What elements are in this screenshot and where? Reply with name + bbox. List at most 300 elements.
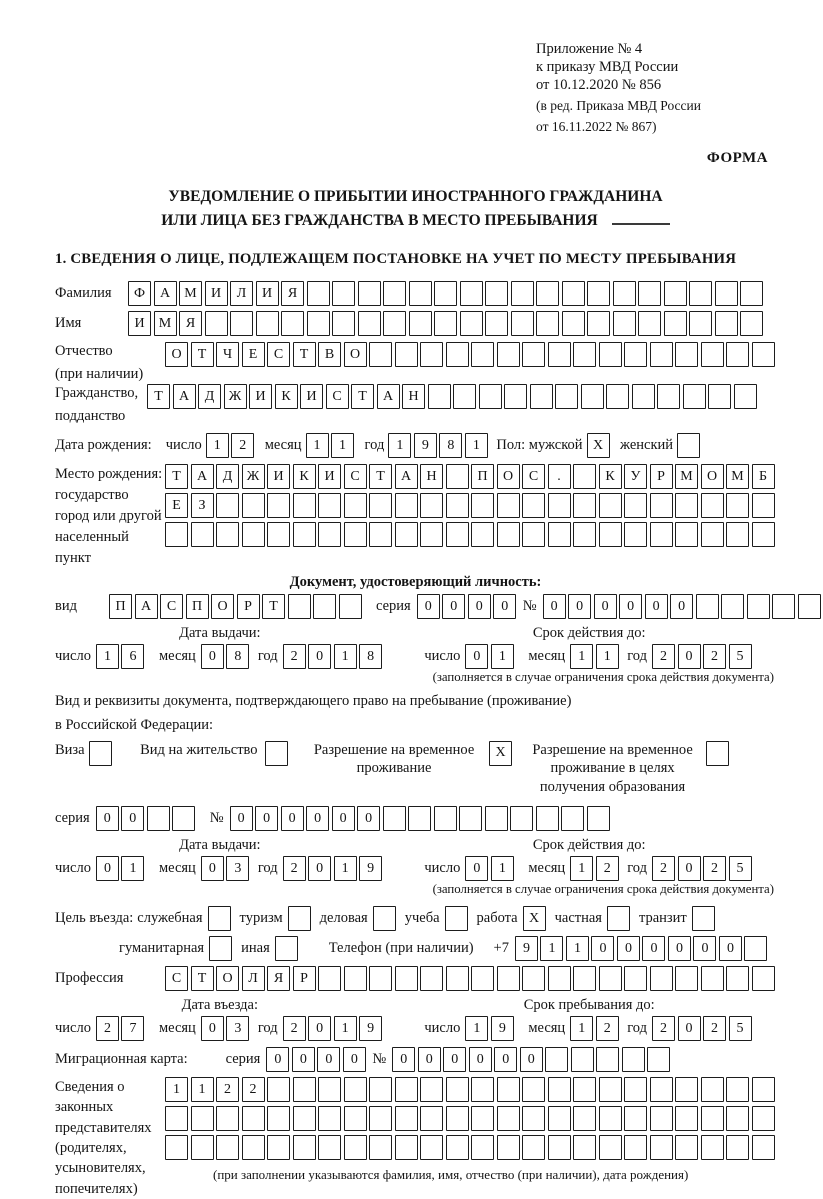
char-box[interactable]	[561, 806, 584, 831]
char-box[interactable]: И	[300, 384, 323, 409]
char-box[interactable]: У	[624, 464, 647, 489]
char-box[interactable]: 0	[693, 936, 716, 961]
purpose-tourism-checkbox[interactable]	[288, 906, 311, 931]
char-box[interactable]: 1	[96, 644, 119, 669]
char-box[interactable]: 1	[334, 644, 357, 669]
char-box[interactable]	[599, 493, 622, 518]
char-box[interactable]	[267, 493, 290, 518]
char-box[interactable]	[571, 1047, 594, 1072]
char-box[interactable]: 1	[540, 936, 563, 961]
char-box[interactable]: 2	[652, 1016, 675, 1041]
char-box[interactable]	[650, 1135, 673, 1160]
char-box[interactable]: А	[377, 384, 400, 409]
char-box[interactable]	[344, 1077, 367, 1102]
char-box[interactable]: 0	[494, 1047, 517, 1072]
char-box[interactable]: 2	[96, 1016, 119, 1041]
char-box[interactable]: К	[599, 464, 622, 489]
char-box[interactable]	[339, 594, 362, 619]
char-box[interactable]: Ж	[224, 384, 247, 409]
char-box[interactable]	[288, 594, 311, 619]
char-box[interactable]: 0	[465, 856, 488, 881]
char-box[interactable]	[522, 1106, 545, 1131]
temp-residence-checkbox[interactable]: X	[489, 741, 512, 766]
char-box[interactable]: 0	[442, 594, 465, 619]
char-box[interactable]: 0	[642, 936, 665, 961]
char-box[interactable]	[497, 493, 520, 518]
char-box[interactable]: И	[318, 464, 341, 489]
char-box[interactable]	[344, 1135, 367, 1160]
char-box[interactable]: 0	[292, 1047, 315, 1072]
char-box[interactable]	[446, 522, 469, 547]
char-box[interactable]	[675, 493, 698, 518]
char-box[interactable]: 2	[283, 856, 306, 881]
char-box[interactable]	[573, 493, 596, 518]
char-box[interactable]	[726, 1135, 749, 1160]
char-box[interactable]	[511, 281, 534, 306]
char-box[interactable]: 2	[703, 644, 726, 669]
char-box[interactable]: 8	[359, 644, 382, 669]
char-box[interactable]	[395, 1135, 418, 1160]
char-box[interactable]	[485, 281, 508, 306]
char-box[interactable]	[548, 966, 571, 991]
char-box[interactable]	[650, 342, 673, 367]
char-box[interactable]: И	[205, 281, 228, 306]
char-box[interactable]	[318, 1077, 341, 1102]
char-box[interactable]	[624, 1135, 647, 1160]
char-box[interactable]: 5	[729, 644, 752, 669]
char-box[interactable]	[358, 281, 381, 306]
char-box[interactable]	[497, 1106, 520, 1131]
char-box[interactable]: 0	[96, 856, 119, 881]
char-box[interactable]: 1	[491, 644, 514, 669]
char-box[interactable]	[624, 966, 647, 991]
char-box[interactable]: 1	[306, 433, 329, 458]
char-box[interactable]	[638, 311, 661, 336]
char-box[interactable]	[446, 464, 469, 489]
char-box[interactable]	[281, 311, 304, 336]
char-box[interactable]: И	[267, 464, 290, 489]
char-box[interactable]: 1	[191, 1077, 214, 1102]
char-box[interactable]	[446, 966, 469, 991]
char-box[interactable]: 2	[652, 856, 675, 881]
char-box[interactable]	[216, 493, 239, 518]
char-box[interactable]: 0	[417, 594, 440, 619]
char-box[interactable]: А	[191, 464, 214, 489]
char-box[interactable]	[344, 966, 367, 991]
char-box[interactable]	[497, 522, 520, 547]
char-box[interactable]: 1	[206, 433, 229, 458]
char-box[interactable]	[147, 806, 170, 831]
char-box[interactable]: З	[191, 493, 214, 518]
char-box[interactable]: 0	[418, 1047, 441, 1072]
char-box[interactable]: И	[249, 384, 272, 409]
char-box[interactable]	[701, 493, 724, 518]
char-box[interactable]	[165, 1106, 188, 1131]
char-box[interactable]	[573, 342, 596, 367]
char-box[interactable]	[726, 1077, 749, 1102]
char-box[interactable]: Л	[242, 966, 265, 991]
char-box[interactable]: М	[726, 464, 749, 489]
char-box[interactable]: 0	[317, 1047, 340, 1072]
char-box[interactable]: 0	[201, 1016, 224, 1041]
char-box[interactable]	[740, 311, 763, 336]
char-box[interactable]: Н	[420, 464, 443, 489]
char-box[interactable]	[358, 311, 381, 336]
char-box[interactable]	[536, 311, 559, 336]
char-box[interactable]: 1	[570, 856, 593, 881]
char-box[interactable]	[165, 522, 188, 547]
purpose-work-checkbox[interactable]: X	[523, 906, 546, 931]
char-box[interactable]: О	[211, 594, 234, 619]
char-box[interactable]	[267, 1106, 290, 1131]
char-box[interactable]: 0	[719, 936, 742, 961]
char-box[interactable]: 5	[729, 856, 752, 881]
char-box[interactable]	[420, 1135, 443, 1160]
char-box[interactable]: 1	[331, 433, 354, 458]
char-box[interactable]: М	[675, 464, 698, 489]
char-box[interactable]	[599, 1077, 622, 1102]
char-box[interactable]	[369, 1077, 392, 1102]
char-box[interactable]	[293, 522, 316, 547]
char-box[interactable]	[446, 1106, 469, 1131]
char-box[interactable]	[497, 342, 520, 367]
char-box[interactable]	[522, 522, 545, 547]
char-box[interactable]	[650, 522, 673, 547]
char-box[interactable]	[772, 594, 795, 619]
char-box[interactable]	[216, 1135, 239, 1160]
char-box[interactable]	[734, 384, 757, 409]
char-box[interactable]	[267, 1135, 290, 1160]
char-box[interactable]	[562, 281, 585, 306]
char-box[interactable]	[650, 966, 673, 991]
char-box[interactable]: 0	[308, 1016, 331, 1041]
char-box[interactable]	[701, 1135, 724, 1160]
char-box[interactable]: К	[275, 384, 298, 409]
char-box[interactable]	[318, 522, 341, 547]
char-box[interactable]	[624, 1106, 647, 1131]
char-box[interactable]: С	[165, 966, 188, 991]
char-box[interactable]: 2	[231, 433, 254, 458]
char-box[interactable]	[683, 384, 706, 409]
char-box[interactable]	[369, 1135, 392, 1160]
char-box[interactable]: 0	[201, 856, 224, 881]
char-box[interactable]	[632, 384, 655, 409]
char-box[interactable]: 8	[226, 644, 249, 669]
char-box[interactable]	[420, 966, 443, 991]
char-box[interactable]	[689, 311, 712, 336]
char-box[interactable]: 8	[439, 433, 462, 458]
char-box[interactable]	[471, 493, 494, 518]
char-box[interactable]	[587, 806, 610, 831]
char-box[interactable]: С	[326, 384, 349, 409]
char-box[interactable]	[599, 342, 622, 367]
residence-permit-checkbox[interactable]	[265, 741, 288, 766]
char-box[interactable]: О	[216, 966, 239, 991]
char-box[interactable]: С	[267, 342, 290, 367]
char-box[interactable]	[701, 342, 724, 367]
char-box[interactable]: 1	[596, 644, 619, 669]
char-box[interactable]	[383, 806, 406, 831]
char-box[interactable]: Д	[198, 384, 221, 409]
char-box[interactable]: 1	[465, 1016, 488, 1041]
char-box[interactable]: Е	[242, 342, 265, 367]
char-box[interactable]	[383, 311, 406, 336]
char-box[interactable]	[657, 384, 680, 409]
char-box[interactable]	[369, 966, 392, 991]
char-box[interactable]	[313, 594, 336, 619]
char-box[interactable]	[675, 522, 698, 547]
purpose-humanitarian-checkbox[interactable]	[209, 936, 232, 961]
char-box[interactable]	[242, 1135, 265, 1160]
char-box[interactable]	[726, 1106, 749, 1131]
char-box[interactable]	[726, 522, 749, 547]
char-box[interactable]: 9	[359, 856, 382, 881]
purpose-other-checkbox[interactable]	[275, 936, 298, 961]
char-box[interactable]: 2	[652, 644, 675, 669]
char-box[interactable]: 0	[281, 806, 304, 831]
char-box[interactable]	[715, 281, 738, 306]
char-box[interactable]	[497, 1077, 520, 1102]
char-box[interactable]	[798, 594, 821, 619]
char-box[interactable]	[446, 1135, 469, 1160]
char-box[interactable]	[726, 966, 749, 991]
char-box[interactable]: 0	[520, 1047, 543, 1072]
char-box[interactable]: 0	[255, 806, 278, 831]
char-box[interactable]	[242, 493, 265, 518]
char-box[interactable]	[752, 1106, 775, 1131]
char-box[interactable]	[721, 594, 744, 619]
char-box[interactable]	[573, 464, 596, 489]
char-box[interactable]: М	[179, 281, 202, 306]
char-box[interactable]: Р	[293, 966, 316, 991]
char-box[interactable]: Я	[267, 966, 290, 991]
char-box[interactable]: 9	[359, 1016, 382, 1041]
char-box[interactable]	[409, 311, 432, 336]
char-box[interactable]	[675, 1106, 698, 1131]
char-box[interactable]: 1	[334, 1016, 357, 1041]
char-box[interactable]	[395, 1077, 418, 1102]
char-box[interactable]: О	[165, 342, 188, 367]
char-box[interactable]: 0	[670, 594, 693, 619]
purpose-official-checkbox[interactable]	[208, 906, 231, 931]
char-box[interactable]: 0	[493, 594, 516, 619]
char-box[interactable]: 2	[596, 856, 619, 881]
char-box[interactable]: 0	[357, 806, 380, 831]
char-box[interactable]	[369, 493, 392, 518]
char-box[interactable]	[479, 384, 502, 409]
char-box[interactable]	[434, 806, 457, 831]
char-box[interactable]	[510, 806, 533, 831]
char-box[interactable]	[318, 1135, 341, 1160]
char-box[interactable]	[715, 311, 738, 336]
temp-residence-education-checkbox[interactable]	[706, 741, 729, 766]
char-box[interactable]: .	[548, 464, 571, 489]
char-box[interactable]	[420, 342, 443, 367]
char-box[interactable]: С	[344, 464, 367, 489]
char-box[interactable]: И	[256, 281, 279, 306]
char-box[interactable]: 0	[594, 594, 617, 619]
char-box[interactable]: 0	[343, 1047, 366, 1072]
char-box[interactable]	[369, 1106, 392, 1131]
char-box[interactable]	[522, 1135, 545, 1160]
char-box[interactable]	[191, 1135, 214, 1160]
char-box[interactable]	[267, 522, 290, 547]
char-box[interactable]	[344, 493, 367, 518]
char-box[interactable]	[587, 281, 610, 306]
char-box[interactable]	[599, 1106, 622, 1131]
char-box[interactable]: П	[109, 594, 132, 619]
char-box[interactable]	[395, 493, 418, 518]
char-box[interactable]	[696, 594, 719, 619]
char-box[interactable]	[613, 281, 636, 306]
char-box[interactable]	[548, 522, 571, 547]
char-box[interactable]: 9	[414, 433, 437, 458]
char-box[interactable]	[573, 1135, 596, 1160]
char-box[interactable]: 0	[308, 856, 331, 881]
char-box[interactable]: 0	[230, 806, 253, 831]
char-box[interactable]	[726, 342, 749, 367]
char-box[interactable]: Р	[650, 464, 673, 489]
char-box[interactable]	[522, 493, 545, 518]
char-box[interactable]: 0	[465, 644, 488, 669]
char-box[interactable]	[624, 342, 647, 367]
char-box[interactable]: 9	[491, 1016, 514, 1041]
char-box[interactable]	[752, 522, 775, 547]
char-box[interactable]	[318, 966, 341, 991]
char-box[interactable]	[453, 384, 476, 409]
sex-male-checkbox[interactable]: X	[587, 433, 610, 458]
char-box[interactable]	[504, 384, 527, 409]
char-box[interactable]: 0	[678, 856, 701, 881]
char-box[interactable]	[587, 311, 610, 336]
char-box[interactable]: 1	[570, 644, 593, 669]
char-box[interactable]	[606, 384, 629, 409]
sex-female-checkbox[interactable]	[677, 433, 700, 458]
char-box[interactable]	[548, 1135, 571, 1160]
char-box[interactable]	[369, 522, 392, 547]
char-box[interactable]	[420, 1077, 443, 1102]
char-box[interactable]	[307, 281, 330, 306]
char-box[interactable]: Т	[191, 966, 214, 991]
char-box[interactable]: Е	[165, 493, 188, 518]
char-box[interactable]	[548, 1077, 571, 1102]
char-box[interactable]: С	[160, 594, 183, 619]
char-box[interactable]: О	[497, 464, 520, 489]
char-box[interactable]: Т	[165, 464, 188, 489]
char-box[interactable]	[573, 1077, 596, 1102]
char-box[interactable]	[675, 1077, 698, 1102]
char-box[interactable]	[701, 522, 724, 547]
char-box[interactable]	[562, 311, 585, 336]
char-box[interactable]	[511, 311, 534, 336]
char-box[interactable]: Ж	[242, 464, 265, 489]
char-box[interactable]	[471, 1077, 494, 1102]
char-box[interactable]	[573, 522, 596, 547]
char-box[interactable]: 0	[668, 936, 691, 961]
char-box[interactable]	[459, 806, 482, 831]
char-box[interactable]	[420, 522, 443, 547]
char-box[interactable]: Н	[402, 384, 425, 409]
char-box[interactable]	[613, 311, 636, 336]
char-box[interactable]: 2	[216, 1077, 239, 1102]
char-box[interactable]	[395, 522, 418, 547]
char-box[interactable]	[172, 806, 195, 831]
char-box[interactable]	[522, 1077, 545, 1102]
char-box[interactable]	[191, 1106, 214, 1131]
char-box[interactable]	[752, 342, 775, 367]
char-box[interactable]	[548, 1106, 571, 1131]
char-box[interactable]	[369, 342, 392, 367]
char-box[interactable]	[395, 966, 418, 991]
char-box[interactable]	[446, 1077, 469, 1102]
purpose-transit-checkbox[interactable]	[692, 906, 715, 931]
char-box[interactable]	[747, 594, 770, 619]
char-box[interactable]	[675, 342, 698, 367]
char-box[interactable]	[485, 311, 508, 336]
char-box[interactable]: Я	[179, 311, 202, 336]
char-box[interactable]	[434, 311, 457, 336]
char-box[interactable]: Ч	[216, 342, 239, 367]
char-box[interactable]: Т	[351, 384, 374, 409]
char-box[interactable]	[332, 281, 355, 306]
char-box[interactable]	[471, 522, 494, 547]
char-box[interactable]	[497, 1135, 520, 1160]
char-box[interactable]	[548, 493, 571, 518]
char-box[interactable]: 0	[469, 1047, 492, 1072]
char-box[interactable]: Т	[293, 342, 316, 367]
char-box[interactable]: П	[471, 464, 494, 489]
char-box[interactable]	[650, 493, 673, 518]
char-box[interactable]: 0	[443, 1047, 466, 1072]
char-box[interactable]	[446, 342, 469, 367]
purpose-study-checkbox[interactable]	[445, 906, 468, 931]
char-box[interactable]	[344, 522, 367, 547]
char-box[interactable]	[536, 806, 559, 831]
char-box[interactable]	[408, 806, 431, 831]
char-box[interactable]	[460, 311, 483, 336]
char-box[interactable]: А	[135, 594, 158, 619]
char-box[interactable]: П	[186, 594, 209, 619]
char-box[interactable]: 0	[568, 594, 591, 619]
char-box[interactable]	[216, 1106, 239, 1131]
char-box[interactable]	[191, 522, 214, 547]
char-box[interactable]	[267, 1077, 290, 1102]
char-box[interactable]: 0	[266, 1047, 289, 1072]
char-box[interactable]: 1	[491, 856, 514, 881]
char-box[interactable]: С	[522, 464, 545, 489]
char-box[interactable]	[242, 522, 265, 547]
char-box[interactable]: 2	[703, 856, 726, 881]
char-box[interactable]	[165, 1135, 188, 1160]
char-box[interactable]	[205, 311, 228, 336]
char-box[interactable]	[599, 522, 622, 547]
char-box[interactable]: 2	[596, 1016, 619, 1041]
char-box[interactable]	[545, 1047, 568, 1072]
char-box[interactable]	[428, 384, 451, 409]
char-box[interactable]: 0	[306, 806, 329, 831]
char-box[interactable]	[446, 493, 469, 518]
char-box[interactable]	[522, 342, 545, 367]
char-box[interactable]	[318, 493, 341, 518]
char-box[interactable]: Т	[369, 464, 392, 489]
char-box[interactable]: 0	[591, 936, 614, 961]
char-box[interactable]	[530, 384, 553, 409]
char-box[interactable]	[647, 1047, 670, 1072]
char-box[interactable]	[701, 966, 724, 991]
char-box[interactable]	[599, 966, 622, 991]
char-box[interactable]: Р	[237, 594, 260, 619]
char-box[interactable]	[344, 1106, 367, 1131]
